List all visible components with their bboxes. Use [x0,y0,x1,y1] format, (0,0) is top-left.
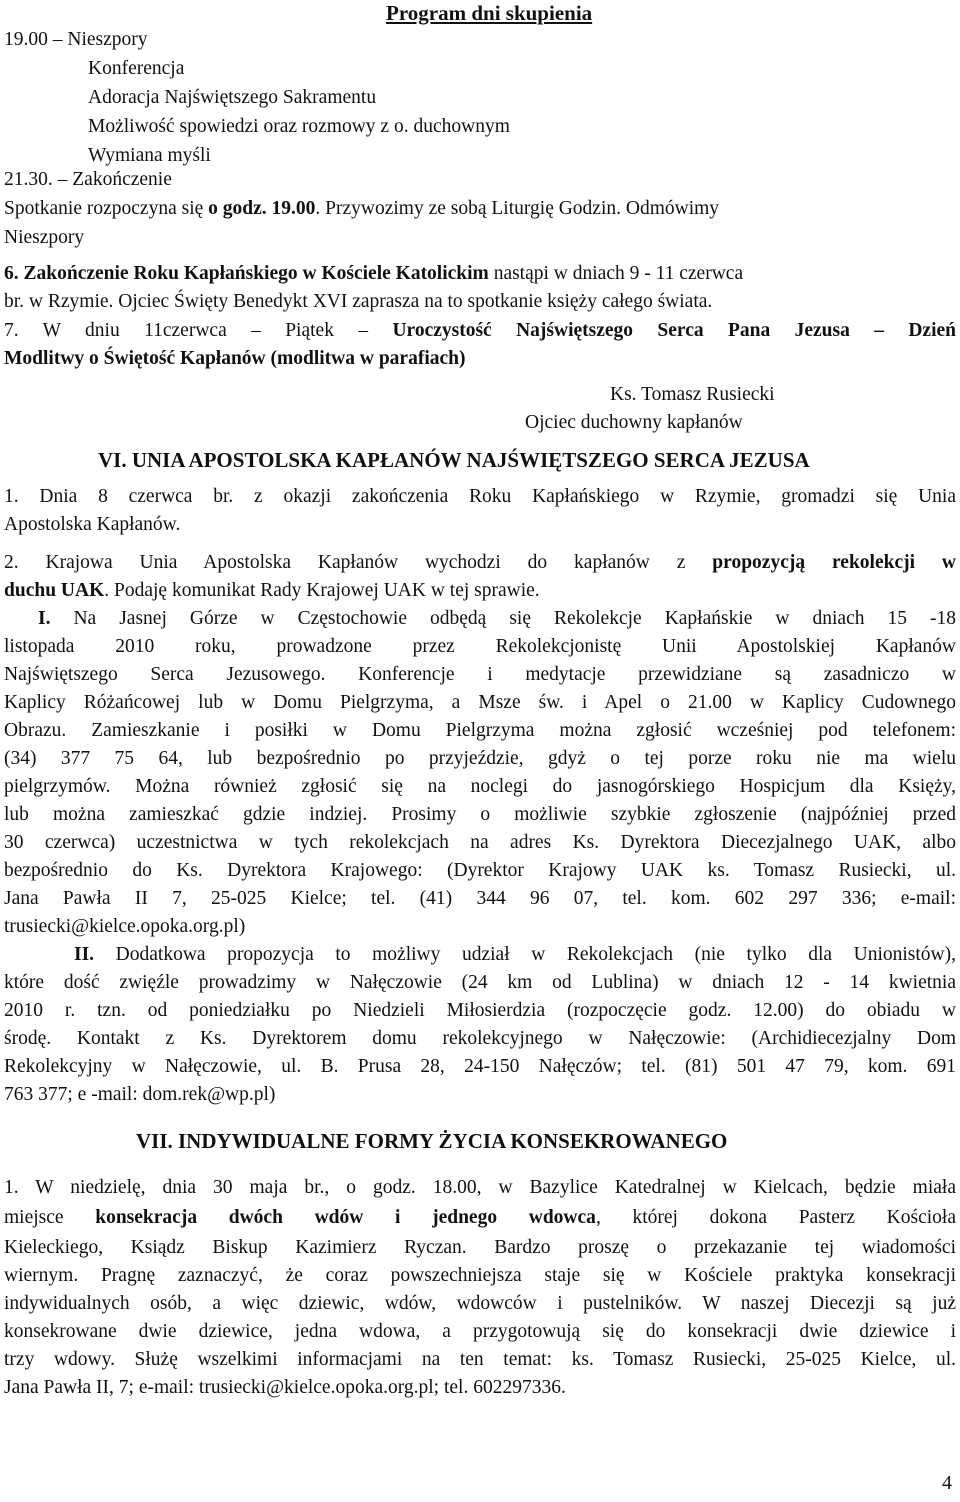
paragraph-line: trusiecki@kielce.opoka.org.pl) [4,916,246,937]
paragraph-line: Obrazu. Zamieszkanie i posiłki w Domu Pielgrzyma można zgłosić wcześniej pod telefonem: [4,720,956,741]
paragraph-line: konsekrowane dwie dziewice, jedna wdowa, a przygotowują się do konsekracji dwie dziewice i [4,1321,956,1342]
paragraph-line: Rekolekcyjny w Nałęczowie, ul. B. Prusa 28, 24-150 Nałęczów; tel. (81) 501 47 79, kom. 691 [4,1056,956,1077]
paragraph-line: 30 czerwca) uczestnictwa w tych rekolekcjach na adres Ks. Dyrektora Diecezjalnego UAK, albo [4,832,956,853]
program-line: Wymiana myśli [88,145,211,166]
signature-role: Ojciec duchowny kapłanów [525,412,743,433]
paragraph-line: Jana Pawła II 7, 25-025 Kielce; tel. (41) 344 96 07, tel. kom. 602 297 336; e-mail: [4,888,956,909]
paragraph-line: I. Na Jasnej Górze w Częstochowie odbędą się Rekolekcje Kapłańskie w dniach 15 -18 [38,608,956,629]
paragraph-line: środę. Kontakt z Ks. Dyrektorem domu rekolekcyjnego w Nałęczowie: (Archidiecezjalny Dom [4,1028,956,1049]
paragraph-line: 2. Krajowa Unia Apostolska Kapłanów wychodzi do kapłanów z propozycją rekolekcji w [4,552,956,573]
signature-name: Ks. Tomasz Rusiecki [610,384,775,405]
paragraph-line: Jana Pawła II, 7; e-mail: trusiecki@kielce.opoka.org.pl; tel. 602297336. [4,1377,566,1398]
paragraph-line: II. Dodatkowa propozycja to możliwy udział w Rekolekcjach (nie tylko dla Unionistów), [74,944,956,965]
paragraph-line: lub można zamieszkać gdzie indziej. Prosimy o możliwie szybkie zgłoszenie (najpóźniej przed [4,804,956,825]
program-note: Spotkanie rozpoczyna się o godz. 19.00. Przywozimy ze sobą Liturgię Godzin. Odmówimy [4,198,720,219]
item-6: br. w Rzymie. Ojciec Święty Benedykt XVI zaprasza na to spotkanie księży całego świata. [4,291,713,312]
paragraph-line: 1. W niedzielę, dnia 30 maja br., o godz. 18.00, w Bazylice Katedralnej w Kielcach, będzie miała [4,1177,956,1198]
program-line: Możliwość spowiedzi oraz rozmowy z o. duchownym [88,116,510,137]
paragraph-line: Apostolska Kapłanów. [4,514,181,535]
program-line: Konferencja [88,58,185,79]
program-line: 19.00 – Nieszpory [4,29,148,50]
paragraph-line: indywidualnych osób, a więc dziewic, wdów, wdowców i pustelników. W naszej Diecezji są już [4,1293,956,1314]
paragraph-line: Kieleckiego, Ksiądz Biskup Kazimierz Ryczan. Bardzo proszę o przekazanie tej wiadomości [4,1237,956,1258]
paragraph-line: listopada 2010 roku, prowadzone przez Rekolekcjonistę Unii Apostolskiej Kapłanów [4,636,956,657]
section-heading: VI. UNIA APOSTOLSKA KAPŁANÓW NAJŚWIĘTSZEGO SERCA JEZUSA [98,448,810,472]
item-6: 6. Zakończenie Roku Kapłańskiego w Kościele Katolickim nastąpi w dniach 9 - 11 czerwca [4,263,744,284]
item-7: Modlitwy o Świętość Kapłanów (modlitwa w parafiach) [4,348,466,369]
program-line: Adoracja Najświętszego Sakramentu [88,87,377,108]
program-title: Program dni skupienia [386,1,593,25]
paragraph-line: pielgrzymów. Można również zgłosić się na noclegi do jasnogórskiego Hospicjum dla Księży, [4,776,956,797]
paragraph-line: Kaplicy Różańcowej lub w Domu Pielgrzyma, a Msze św. i Apel o 21.00 w Kaplicy Cudownego [4,692,956,713]
paragraph-line: duchu UAK. Podaję komunikat Rady Krajowej UAK w tej sprawie. [4,580,540,601]
program-note: Nieszpory [4,227,85,248]
paragraph-line: 763 377; e -mail: dom.rek@wp.pl) [4,1084,276,1105]
page-number: 4 [942,1472,952,1494]
paragraph-line: wiernym. Pragnę zaznaczyć, że coraz powszechniejsza staje się w Kościele praktyka konsekracji [4,1265,956,1286]
paragraph-line: bezpośrednio do Ks. Dyrektora Krajowego: (Dyrektor Krajowy UAK ks. Tomasz Rusiecki, ul. [4,860,956,881]
paragraph-line: Najświętszego Serca Jezusowego. Konferencje i medytacje przewidziane są zasadniczo w [4,664,956,685]
paragraph-line: trzy wdowy. Służę wszelkimi informacjami na ten temat: ks. Tomasz Rusiecki, 25-025 Kielce, ul. [4,1349,956,1370]
paragraph-line: 2010 r. tzn. od poniedziałku po Niedzieli Miłosierdzia (rozpoczęcie godz. 12.00) do obiadu w [4,1000,956,1021]
paragraph-line: które dość zwięźle prowadzimy w Nałęczowie (24 km od Lublina) w dniach 12 - 14 kwietnia [4,972,956,993]
program-line: 21.30. – Zakończenie [4,169,172,190]
section-heading: VII. INDYWIDUALNE FORMY ŻYCIA KONSEKROWANEGO [136,1129,728,1153]
paragraph-line: (34) 377 75 64, lub bezpośrednio po przyjeździe, gdyż o tej porze roku nie ma wielu [4,748,956,769]
item-7: 7. W dniu 11czerwca – Piątek – Uroczystość Najświętszego Serca Pana Jezusa – Dzień [4,320,956,341]
paragraph-line: 1. Dnia 8 czerwca br. z okazji zakończenia Roku Kapłańskiego w Rzymie, gromadzi się Unia [4,486,956,507]
paragraph-line: miejsce konsekracja dwóch wdów i jednego wdowca, której dokona Pasterz Kościoła [4,1207,957,1228]
